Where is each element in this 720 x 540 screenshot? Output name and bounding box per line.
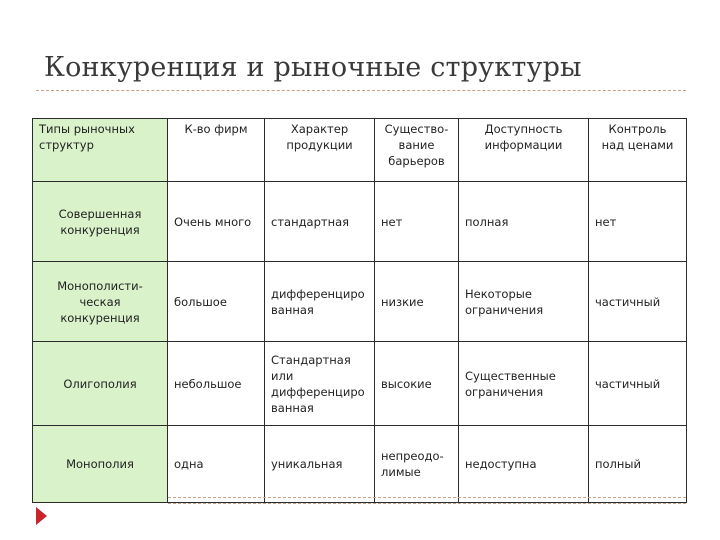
table-cell <box>265 342 375 426</box>
row-header-line: ческая <box>79 294 121 309</box>
footer-divider <box>168 503 686 504</box>
row-header-line: Монополисти- <box>57 278 143 293</box>
row-header-cell <box>33 182 168 262</box>
table-cell <box>459 262 589 342</box>
table-cell <box>589 182 687 262</box>
row-header-line: конкуренция <box>60 222 140 237</box>
cell-text: непреодо- <box>381 449 444 463</box>
row-header-cell <box>33 342 168 426</box>
table-cell <box>375 426 459 503</box>
table-cell <box>168 426 265 503</box>
column-header-line: Доступность <box>484 122 563 136</box>
footer-divider <box>168 497 686 498</box>
table-cell <box>375 342 459 426</box>
table-cell <box>265 426 375 503</box>
slide-marker-triangle-icon <box>36 507 47 525</box>
cell-text: ограничения <box>465 384 544 399</box>
cell-text: или <box>271 368 294 383</box>
column-header-barriers <box>375 119 459 182</box>
table-cell <box>168 182 265 262</box>
row-header-line: Монополия <box>66 457 134 471</box>
cell-text: ограничения <box>465 302 544 317</box>
table-cell <box>265 262 375 342</box>
table-cell <box>375 182 459 262</box>
table-cell <box>265 182 375 262</box>
column-header-line: продукции <box>286 138 353 152</box>
cell-text: Стандартная <box>271 352 351 367</box>
column-header-price-control <box>589 119 687 182</box>
cell-text: ванная <box>271 302 314 317</box>
cell-text: нет <box>381 214 403 229</box>
cell-text: уникальная <box>271 457 343 471</box>
table-header-row <box>33 119 687 182</box>
column-header-line: над ценами <box>601 138 674 152</box>
table-row-perfect-competition <box>33 182 687 262</box>
cell-text: дифференциро <box>271 384 365 399</box>
column-header-firm-count <box>168 119 265 182</box>
row-header-line: конкуренция <box>60 310 140 325</box>
table-cell <box>168 262 265 342</box>
title-divider <box>36 90 686 91</box>
cell-text: Существенные <box>465 368 556 383</box>
cell-text: лимые <box>381 465 421 479</box>
corner-header-cell <box>33 119 168 182</box>
cell-text: недоступна <box>465 457 537 471</box>
column-header-line: информации <box>484 138 563 152</box>
corner-header-line: структур <box>39 138 94 152</box>
table-cell <box>589 426 687 503</box>
cell-text: нет <box>595 214 617 229</box>
table-cell <box>459 426 589 503</box>
cell-text: одна <box>174 457 204 471</box>
table-row-monopolistic-competition <box>33 262 687 342</box>
column-header-line: Контроль <box>608 122 667 136</box>
table-cell <box>375 262 459 342</box>
cell-text: дифференциро <box>271 286 365 301</box>
market-structures-table <box>32 118 687 503</box>
table-cell <box>589 262 687 342</box>
slide-title: Конкуренция и рыночные структуры <box>44 52 582 83</box>
table-cell <box>459 342 589 426</box>
cell-text: небольшое <box>174 376 242 391</box>
row-header-cell <box>33 262 168 342</box>
table-cell <box>168 342 265 426</box>
column-header-line: вание <box>398 138 435 152</box>
column-header-information <box>459 119 589 182</box>
column-header-line: К-во фирм <box>184 122 248 136</box>
table-row-monopoly <box>33 426 687 503</box>
column-header-line: Характер <box>290 122 349 136</box>
column-header-product-type <box>265 119 375 182</box>
cell-text: частичный <box>595 376 661 391</box>
table-row-oligopoly <box>33 342 687 426</box>
column-header-line: Существо- <box>384 122 449 136</box>
cell-text: Очень много <box>174 214 252 229</box>
cell-text: ванная <box>271 400 314 415</box>
cell-text: большое <box>174 294 227 309</box>
table-cell <box>459 182 589 262</box>
cell-text: частичный <box>595 294 661 309</box>
cell-text: стандартная <box>271 214 350 229</box>
row-header-cell <box>33 426 168 503</box>
column-header-line: барьеров <box>388 154 445 168</box>
row-header-line: Совершенная <box>58 206 142 221</box>
cell-text: высокие <box>381 376 432 391</box>
cell-text: полная <box>465 214 509 229</box>
table-cell <box>589 342 687 426</box>
cell-text: низкие <box>381 294 424 309</box>
corner-header-line: Типы рыночных <box>39 122 135 136</box>
cell-text: полный <box>595 457 641 471</box>
cell-text: Некоторые <box>465 286 532 301</box>
row-header-line: Олигополия <box>63 376 137 391</box>
